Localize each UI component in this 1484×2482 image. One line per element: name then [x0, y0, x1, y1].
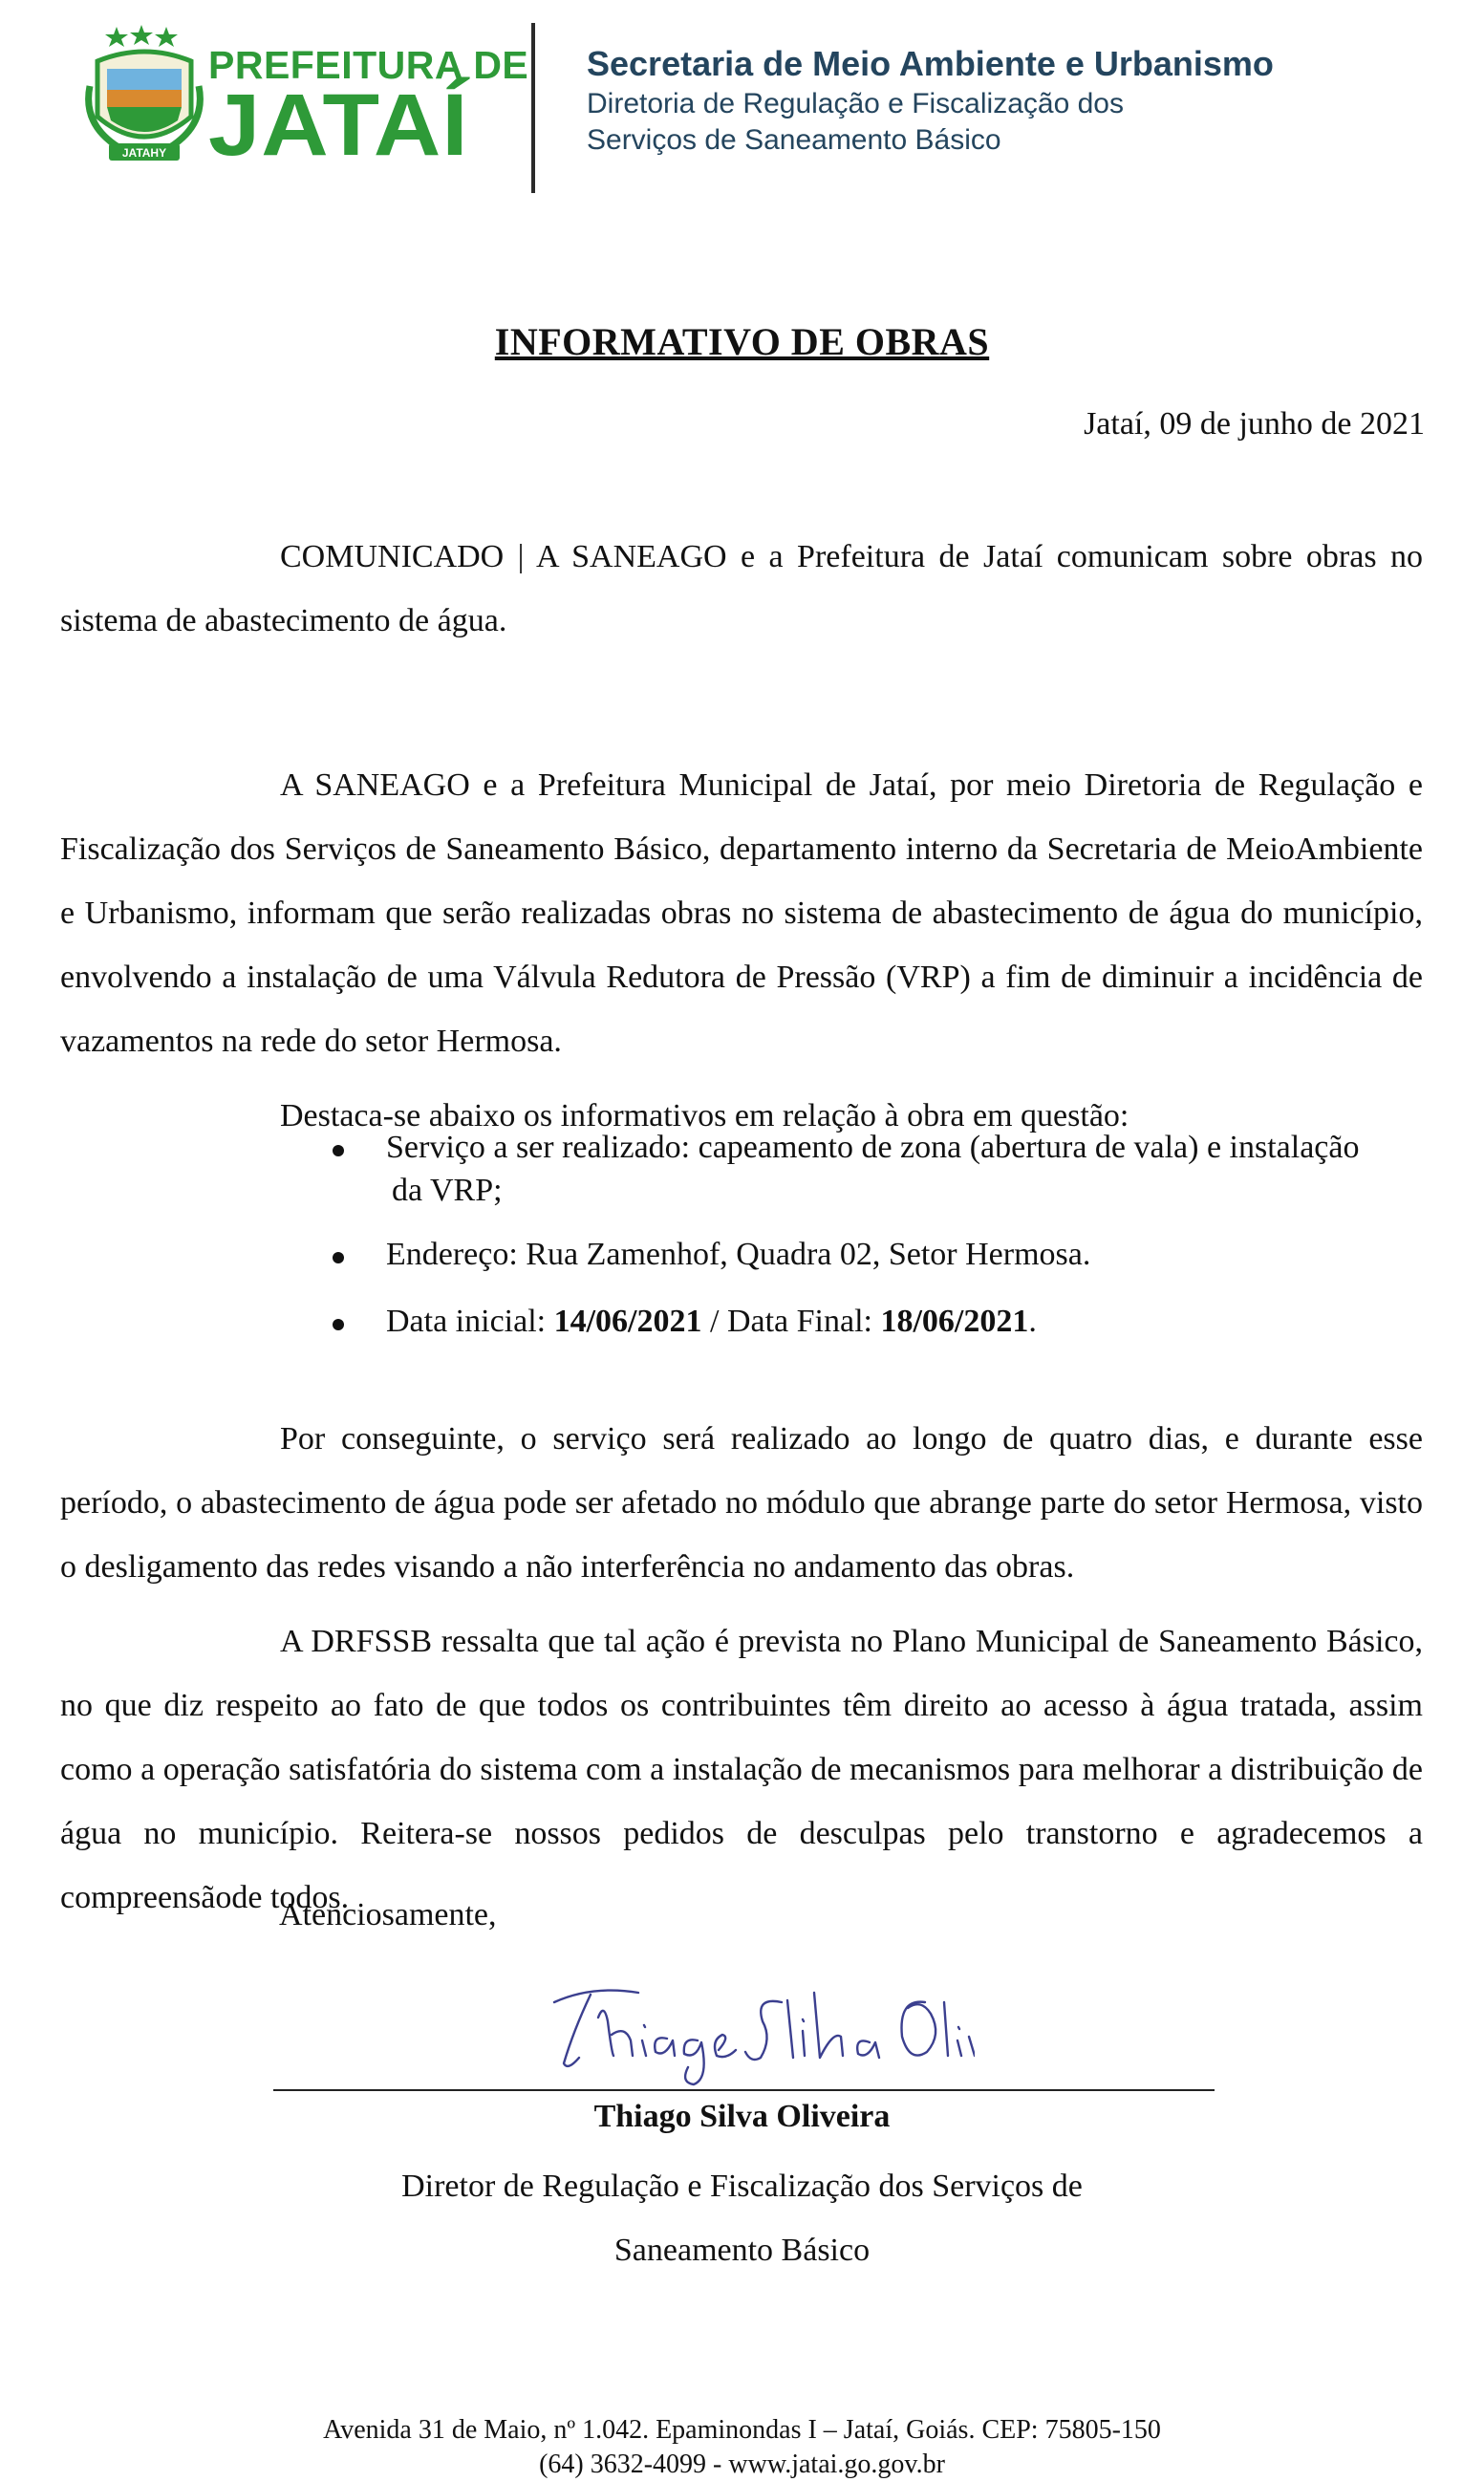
closing-salutation: Atenciosamente, — [279, 1897, 497, 1932]
paragraph-works-description: A SANEAGO e a Prefeitura Municipal de Jataí, por meio Diretoria de Regulação e Fiscalização dos Serviços de Saneamento Básico, departamento interno da Secretaria de MeioAmbiente e Urbanismo, informam que serão realizadas obras no sistema de abastecimento de água do município, envolvendo a instalação de uma Válvula Redutora de Pressão (VRP) a fim de diminuir a incidência de vazamentos na rede do setor Hermosa. — [60, 767, 1423, 1059]
directorate-line-2: Serviços de Saneamento Básico — [587, 124, 1001, 156]
crest-label: JATAHY — [121, 146, 167, 160]
paragraph-justification: A DRFSSB ressalta que tal ação é prevista no Plano Municipal de Saneamento Básico, no que diz respeito ao fato de que todos os contribuintes têm direito ao acesso à água tratada, assim como a operação satisfatória do sistema com a instalação de mecanismos para melhorar a distribuição de água no município. Reitera-se nossos pedidos de desculpas pelo transtorno e agradecemos a compreensãode todos. — [60, 1624, 1423, 1915]
document-date: Jataí, 09 de junho de 2021 — [1084, 406, 1425, 442]
header-divider — [531, 23, 535, 193]
page-footer — [0, 2413, 1484, 2482]
address-text: Endereço: Rua Zamenhof, Quadra 02, Setor Hermosa. — [386, 1237, 1091, 1272]
end-date-label: / Data Final: — [701, 1304, 881, 1339]
bullet-icon — [333, 1252, 344, 1263]
signer-name: Thiago Silva Oliveira — [593, 2099, 891, 2134]
works-details-list — [287, 1126, 1376, 1364]
start-date: 14/06/2021 — [553, 1304, 702, 1339]
document-title: INFORMATIVO DE OBRAS — [494, 320, 990, 363]
department-block — [587, 42, 1274, 159]
paragraph-impact: Por conseguinte, o serviço será realizado ao longo de quatro dias, e durante esse período, o abastecimento de água pode ser afetado no módulo que abrange parte do setor Hermosa, visto o desligamento das redes visando a não interferência no andamento das obras. — [60, 1421, 1423, 1585]
paragraph-announcement: COMUNICADO | A SANEAGO e a Prefeitura de Jataí comunicam sobre obras no sistema de abastecimento de água. — [60, 539, 1423, 638]
service-text: Serviço a ser realizado: capeamento de zona (abertura de vala) e instalação da VRP; — [386, 1130, 1360, 1208]
footer-contact: (64) 3632-4099 - www.jatai.go.gov.br — [539, 2450, 945, 2479]
dates-text — [386, 1304, 1037, 1339]
city-logo — [208, 43, 529, 174]
footer-address: Avenida 31 de Maio, nº 1.042. Epaminondas I – Jataí, Goiás. CEP: 75805-150 — [323, 2415, 1161, 2445]
bullet-icon — [333, 1145, 344, 1156]
directorate-line-1: Diretoria de Regulação e Fiscalização dos — [587, 88, 1124, 119]
logo-prefix: PREFEITURA DE — [208, 43, 529, 87]
paragraph-highlights-intro: Destaca-se abaixo os informativos em relação à obra em questão: — [280, 1098, 1129, 1133]
start-date-label: Data inicial: — [386, 1304, 554, 1339]
department-name: Secretaria de Meio Ambiente e Urbanismo — [587, 44, 1274, 83]
list-item-service — [287, 1126, 1376, 1212]
logo-city-name: JATAÍ — [208, 76, 469, 174]
handwritten-signature — [535, 1964, 975, 2088]
signature-line — [273, 2089, 1215, 2091]
list-item-dates — [287, 1300, 1376, 1343]
end-date: 18/06/2021 — [880, 1304, 1029, 1339]
bullet-icon — [333, 1319, 344, 1330]
list-item-address — [287, 1233, 1376, 1276]
dates-punctuation: . — [1028, 1304, 1037, 1339]
letterhead — [0, 0, 1484, 210]
signer-role — [0, 2154, 1484, 2282]
municipal-crest-icon — [84, 25, 204, 166]
signer-role-line-2: Saneamento Básico — [613, 2233, 871, 2268]
signer-role-line-1: Diretor de Regulação e Fiscalização dos Serviços de — [401, 2169, 1083, 2204]
